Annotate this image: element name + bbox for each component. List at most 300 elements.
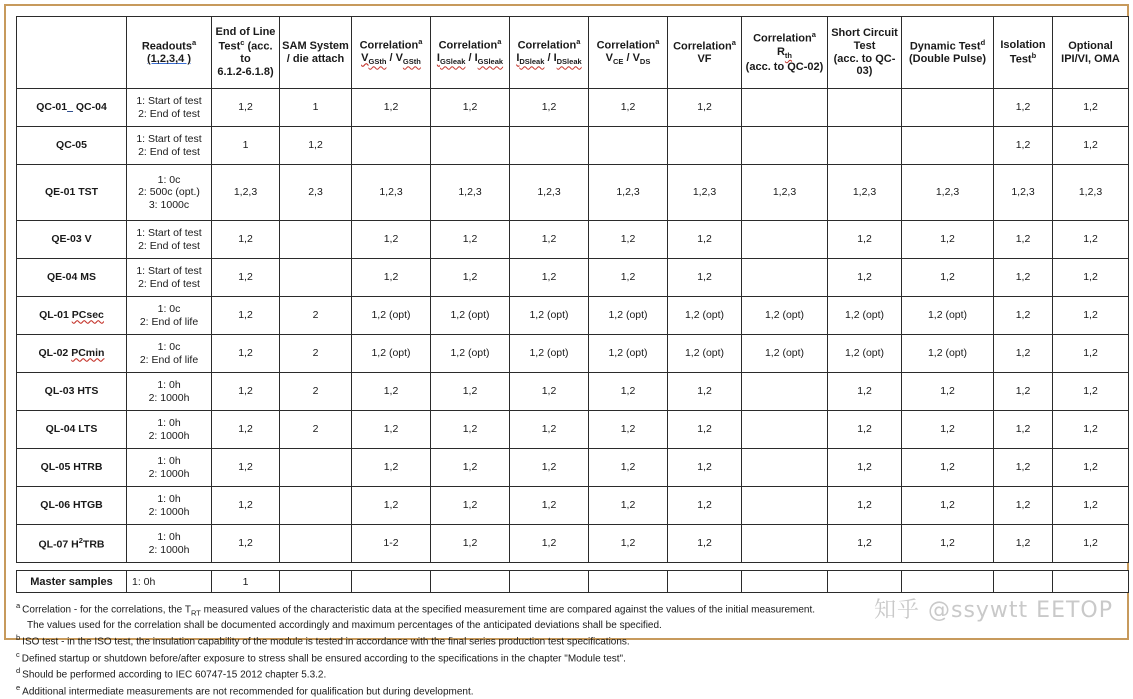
- header-corr-rth-sub: th: [784, 51, 793, 60]
- data-cell: 1,2: [1053, 411, 1129, 449]
- data-cell: 1,2: [994, 89, 1053, 127]
- data-cell: [280, 525, 352, 563]
- header-eol-line1: End of Line: [215, 25, 276, 38]
- master-samples-cell: [1053, 571, 1129, 593]
- readout-line: 1: Start of test: [136, 95, 202, 108]
- data-cell: 1,2: [994, 221, 1053, 259]
- data-cell: [510, 127, 589, 165]
- row-readouts: [127, 297, 212, 335]
- master-samples-cell: [902, 571, 994, 593]
- header-corr-idsleak-sym2: I: [553, 52, 557, 65]
- data-cell: 1,2,3: [589, 165, 668, 221]
- table-row: [17, 89, 1129, 127]
- data-cell: 1,2: [994, 525, 1053, 563]
- data-cell: [742, 411, 828, 449]
- data-cell: [828, 127, 902, 165]
- data-cell: 1,2: [431, 525, 510, 563]
- data-cell: 1,2,3: [431, 165, 510, 221]
- readout-line: 2: 500c (opt.): [138, 186, 200, 199]
- data-cell: [742, 487, 828, 525]
- readout-line: 2: End of life: [139, 353, 199, 366]
- header-corr-igsleak-marker: a: [497, 36, 502, 46]
- data-cell: 1,2: [1053, 297, 1129, 335]
- data-cell: 1,2: [510, 373, 589, 411]
- row-label-ql-03-hts: QL-03 HTS: [17, 373, 127, 411]
- master-samples-cell: [510, 571, 589, 593]
- data-cell: 1,2: [589, 525, 668, 563]
- readout-line: 1: Start of test: [136, 133, 202, 146]
- header-corr-vgsth-sep: /: [386, 52, 396, 65]
- data-cell: [902, 89, 994, 127]
- data-cell: [742, 525, 828, 563]
- footnote: [16, 666, 1121, 683]
- readout-line: 1: 0h: [157, 455, 181, 468]
- master-samples-cell: [431, 571, 510, 593]
- header-corr-vf-line1: Correlation: [673, 40, 732, 53]
- row-label-ql-06-htgb: QL-06 HTGB: [17, 487, 127, 525]
- data-cell: 1,2,3: [1053, 165, 1129, 221]
- data-cell: [280, 449, 352, 487]
- data-cell: 1,2 (opt): [828, 335, 902, 373]
- header-sc-line2: Test: [853, 39, 876, 52]
- data-cell: 1,2 (opt): [352, 335, 431, 373]
- row-label-qe-03-v: QE-03 V: [17, 221, 127, 259]
- data-cell: 1,2: [510, 487, 589, 525]
- data-cell: 1,2: [1053, 221, 1129, 259]
- header-corr-rth-line1: Correlation: [753, 32, 812, 45]
- data-cell: 1,2 (opt): [352, 297, 431, 335]
- table-row: [17, 335, 1129, 373]
- master-samples-label: Master samples: [17, 571, 127, 593]
- qualification-test-matrix: [16, 16, 1129, 563]
- table-row: [17, 525, 1129, 563]
- data-cell: 1,2: [589, 487, 668, 525]
- footnote-text-tail: measured values of the characteristic data at the specified measurement time are compared against the values of the initial measurement.: [200, 604, 816, 616]
- data-cell: 1: [212, 127, 280, 165]
- header-sam-line2: / die attach: [286, 52, 345, 65]
- master-samples-cell: [994, 571, 1053, 593]
- header-corr-vce-sym2: V: [632, 52, 640, 65]
- data-cell: 1,2 (opt): [431, 335, 510, 373]
- header-corr-igsleak-sym1: I: [436, 52, 440, 65]
- row-readouts: [127, 411, 212, 449]
- table-row: [17, 411, 1129, 449]
- data-cell: 1,2: [668, 411, 742, 449]
- footnote-marker: c: [16, 649, 20, 659]
- data-cell: 1,2: [1053, 89, 1129, 127]
- data-cell: 1,2: [589, 411, 668, 449]
- header-eol-line4: 6.1.2-6.1.8): [217, 66, 274, 79]
- row-readouts: [127, 89, 212, 127]
- row-label-qe-01-tst: QE-01 TST: [17, 165, 127, 221]
- data-cell: 1,2: [510, 411, 589, 449]
- data-cell: 1,2: [994, 373, 1053, 411]
- header-eol-line2: Test: [218, 40, 241, 53]
- header-correlation-vgsth: [352, 17, 431, 89]
- data-cell: 1,2: [212, 525, 280, 563]
- data-cell: 1,2: [994, 259, 1053, 297]
- header-dyn-line1: Dynamic Test: [909, 40, 981, 53]
- data-cell: 1,2 (opt): [828, 297, 902, 335]
- data-cell: 1,2: [902, 373, 994, 411]
- data-cell: [668, 127, 742, 165]
- header-corr-idsleak-sym1: I: [516, 52, 520, 65]
- data-cell: [280, 221, 352, 259]
- data-cell: 1,2: [352, 449, 431, 487]
- data-cell: 1,2: [994, 127, 1053, 165]
- row-readouts: [127, 259, 212, 297]
- data-cell: [352, 127, 431, 165]
- master-samples-cell: [668, 571, 742, 593]
- data-cell: 1,2: [1053, 127, 1129, 165]
- data-cell: 1,2: [352, 487, 431, 525]
- header-eol-marker: c: [240, 37, 245, 47]
- data-cell: 1,2: [1053, 373, 1129, 411]
- data-cell: [431, 127, 510, 165]
- data-cell: 1,2: [1053, 525, 1129, 563]
- data-cell: 1: [280, 89, 352, 127]
- row-label-qc-05: QC-05: [17, 127, 127, 165]
- readout-line: 2: End of test: [138, 277, 200, 290]
- data-cell: 1,2: [902, 487, 994, 525]
- header-corr-idsleak-sub1: DSleak: [519, 57, 545, 67]
- header-corr-rth-sym: R: [776, 45, 785, 58]
- table-row: [17, 297, 1129, 335]
- header-corr-idsleak-sep: /: [544, 52, 554, 65]
- data-cell: 1,2: [212, 335, 280, 373]
- header-corr-vgsth-sub1: GSth: [368, 57, 387, 67]
- master-samples-cell: [352, 571, 431, 593]
- data-cell: 1,2: [589, 373, 668, 411]
- header-iso-marker: b: [1031, 50, 1037, 60]
- footnote-text: Should be performed according to IEC 60747-15 2012 chapter 5.3.2.: [22, 669, 327, 681]
- table-row: [17, 127, 1129, 165]
- header-corr-igsleak-line1: Correlation: [438, 39, 498, 52]
- master-samples-readouts: 1: 0h: [127, 571, 212, 593]
- header-corr-igsleak-sym2: I: [474, 52, 478, 65]
- header-correlation-rth: [742, 17, 828, 89]
- header-correlation-vf: [668, 17, 742, 89]
- table-row: [17, 449, 1129, 487]
- data-cell: 1,2,3: [212, 165, 280, 221]
- data-cell: 1,2: [828, 449, 902, 487]
- data-cell: [742, 221, 828, 259]
- row-readouts: [127, 487, 212, 525]
- data-cell: 1,2: [1053, 335, 1129, 373]
- readout-line: 1: 0h: [157, 531, 181, 544]
- header-end-of-line-test: [212, 17, 280, 89]
- row-readouts: [127, 373, 212, 411]
- data-cell: [280, 259, 352, 297]
- header-dyn-line2: (Double Pulse): [908, 53, 986, 66]
- data-cell: 1,2: [212, 89, 280, 127]
- data-cell: [742, 449, 828, 487]
- header-dyn-marker: d: [980, 37, 986, 47]
- page-frame: [4, 4, 1129, 698]
- header-corr-idsleak-marker: a: [576, 36, 581, 46]
- table-row: [17, 373, 1129, 411]
- data-cell: 1,2,3: [742, 165, 828, 221]
- header-corr-vce-marker: a: [655, 36, 660, 46]
- table-row: [17, 165, 1129, 221]
- readout-line: 1: Start of test: [136, 265, 202, 278]
- data-cell: 1,2,3: [902, 165, 994, 221]
- header-sam-line1: SAM System: [282, 39, 349, 52]
- master-samples-cell: 1: [212, 571, 280, 593]
- readout-line: 2: 1000h: [148, 505, 190, 518]
- readout-line: 2: 1000h: [148, 467, 190, 480]
- data-cell: 1,2: [352, 89, 431, 127]
- row-label-ql-01-pcsec: QL-01 PCsec: [17, 297, 127, 335]
- data-cell: 1,2 (opt): [589, 297, 668, 335]
- data-cell: 1,2: [589, 259, 668, 297]
- readout-line: 1: 0c: [157, 173, 181, 186]
- data-cell: 1,2: [668, 487, 742, 525]
- table-header-row: [17, 17, 1129, 89]
- row-readouts: [127, 525, 212, 563]
- data-cell: 1,2,3: [828, 165, 902, 221]
- footnote-text: ISO test - in the ISO test, the insulation capability of the module is tested in accordance with the final series production test specifications.: [22, 636, 630, 648]
- row-readouts: [127, 127, 212, 165]
- row-label-qe-04-ms: QE-04 MS: [17, 259, 127, 297]
- header-corr-vce-sub1: CE: [612, 57, 624, 67]
- data-cell: [589, 127, 668, 165]
- data-cell: 2: [280, 411, 352, 449]
- data-cell: 1,2: [828, 221, 902, 259]
- header-corr-vce-sep: /: [623, 52, 633, 65]
- data-cell: [280, 487, 352, 525]
- header-corr-vce-sub2: DS: [639, 57, 651, 67]
- readout-line: 1: 0h: [157, 379, 181, 392]
- data-cell: 1,2: [994, 449, 1053, 487]
- header-optional: [1053, 17, 1129, 89]
- header-sam-system: [280, 17, 352, 89]
- data-cell: 1,2: [994, 335, 1053, 373]
- row-label-qc-01-qc-04: QC-01_ QC-04: [17, 89, 127, 127]
- data-cell: 1,2: [828, 411, 902, 449]
- data-cell: [742, 373, 828, 411]
- row-readouts: [127, 221, 212, 259]
- header-corr-vgsth-sub2: GSth: [402, 57, 421, 67]
- header-corr-vgsth-sym2: V: [395, 52, 403, 65]
- readout-line: 1: 0h: [157, 493, 181, 506]
- readout-line: 2: 1000h: [148, 391, 190, 404]
- header-readouts: [127, 17, 212, 89]
- data-cell: 1,2: [828, 525, 902, 563]
- header-correlation-igsleak: [431, 17, 510, 89]
- data-cell: 1,2: [510, 221, 589, 259]
- data-cell: 1,2: [352, 373, 431, 411]
- row-readouts: [127, 165, 212, 221]
- data-cell: 1,2 (opt): [431, 297, 510, 335]
- header-corr-rth-marker: a: [811, 30, 816, 40]
- header-corr-vf-marker: a: [731, 37, 736, 47]
- data-cell: 1,2: [994, 411, 1053, 449]
- footnote: [16, 683, 1121, 699]
- row-label-ql-02-pcmin: QL-02 PCmin: [17, 335, 127, 373]
- row-readouts: [127, 335, 212, 373]
- footnote: [16, 633, 1121, 650]
- data-cell: 1,2 (opt): [742, 335, 828, 373]
- readout-line: 2: End of life: [139, 315, 199, 328]
- data-cell: 1,2: [1053, 259, 1129, 297]
- row-label-ql-04-lts: QL-04 LTS: [17, 411, 127, 449]
- data-cell: 1,2: [510, 449, 589, 487]
- readout-line: 3: 1000c: [148, 198, 190, 211]
- master-samples-cell: [828, 571, 902, 593]
- data-cell: 2: [280, 297, 352, 335]
- data-cell: 1,2: [212, 411, 280, 449]
- data-cell: 1,2,3: [994, 165, 1053, 221]
- readout-line: 1: Start of test: [136, 227, 202, 240]
- data-cell: [742, 259, 828, 297]
- data-cell: 1,2: [510, 89, 589, 127]
- row-readouts: [127, 449, 212, 487]
- data-cell: 1,2 (opt): [589, 335, 668, 373]
- data-cell: 1,2 (opt): [902, 297, 994, 335]
- header-corr-igsleak-sep: /: [465, 52, 475, 65]
- header-corr-rth-line3: (acc. to QC-02): [745, 60, 824, 73]
- footnote: [16, 650, 1121, 667]
- data-cell: 1,2: [212, 373, 280, 411]
- header-opt-line2: IPI/VI, OMA: [1061, 52, 1120, 65]
- header-dynamic-test: [902, 17, 994, 89]
- data-cell: 1,2: [212, 259, 280, 297]
- data-cell: 1,2 (opt): [668, 297, 742, 335]
- master-samples-cell: [589, 571, 668, 593]
- data-cell: 1,2,3: [510, 165, 589, 221]
- footnote-marker: e: [16, 682, 21, 692]
- data-cell: 1,2: [589, 449, 668, 487]
- data-cell: [902, 127, 994, 165]
- data-cell: [828, 89, 902, 127]
- header-corr-igsleak-sub2: GSleak: [477, 57, 504, 67]
- header-test-column: [17, 17, 127, 89]
- data-cell: 1,2: [668, 89, 742, 127]
- data-cell: 1,2: [589, 221, 668, 259]
- data-cell: 1,2: [431, 487, 510, 525]
- data-cell: 1,2: [668, 221, 742, 259]
- data-cell: 1,2: [280, 127, 352, 165]
- table-row: [17, 221, 1129, 259]
- footnote-marker: b: [16, 633, 21, 643]
- master-samples-body: [17, 571, 1129, 593]
- data-cell: 1,2: [668, 373, 742, 411]
- header-readouts-marker: a: [191, 37, 197, 47]
- data-cell: 1,2: [902, 259, 994, 297]
- data-cell: 1,2: [212, 221, 280, 259]
- data-cell: 1,2 (opt): [742, 297, 828, 335]
- data-cell: 1,2: [212, 487, 280, 525]
- table-row: [17, 259, 1129, 297]
- header-iso-line2: Test: [1009, 53, 1032, 66]
- data-cell: 1,2 (opt): [902, 335, 994, 373]
- data-cell: 1,2: [668, 449, 742, 487]
- data-cell: 1,2 (opt): [510, 335, 589, 373]
- footnote-text: The values used for the correlation shall be documented accordingly and maximum percentages of the anticipated deviations shall be specified.: [27, 619, 662, 631]
- header-opt-line1: Optional: [1068, 39, 1113, 52]
- table-row: [17, 487, 1129, 525]
- data-cell: 1,2: [510, 525, 589, 563]
- data-cell: 1,2: [668, 525, 742, 563]
- header-corr-igsleak-sub1: GSleak: [439, 57, 466, 67]
- header-corr-idsleak-line1: Correlation: [517, 39, 577, 52]
- watermark: 知乎 @ssywtt EETOP: [874, 598, 1113, 623]
- data-cell: 1,2: [828, 487, 902, 525]
- data-cell: 1,2: [352, 411, 431, 449]
- header-correlation-idsleak: [510, 17, 589, 89]
- header-short-circuit-test: [828, 17, 902, 89]
- data-cell: 2: [280, 335, 352, 373]
- data-cell: 1,2: [668, 259, 742, 297]
- data-cell: 1,2: [431, 221, 510, 259]
- header-readouts-line1: Readouts: [141, 40, 192, 53]
- readout-line: 1: 0c: [157, 341, 181, 354]
- data-cell: 1,2: [589, 89, 668, 127]
- readout-line: 2: End of test: [138, 239, 200, 252]
- header-iso-line1: Isolation: [1000, 38, 1046, 51]
- readout-line: 2: 1000h: [148, 543, 190, 556]
- data-cell: 1,2: [828, 259, 902, 297]
- data-cell: 1,2: [212, 297, 280, 335]
- master-samples-row: [17, 571, 1129, 593]
- data-cell: 1,2 (opt): [510, 297, 589, 335]
- data-cell: 1,2: [1053, 487, 1129, 525]
- data-cell: 1,2: [902, 411, 994, 449]
- row-label-ql-05-htrb: QL-05 HTRB: [17, 449, 127, 487]
- header-eol-line3: (acc. to: [240, 40, 273, 66]
- header-correlation-vce-vds: [589, 17, 668, 89]
- readout-line: 1: 0c: [157, 303, 181, 316]
- data-cell: 1,2,3: [668, 165, 742, 221]
- data-cell: [742, 89, 828, 127]
- data-cell: 1,2: [902, 221, 994, 259]
- header-isolation-test: [994, 17, 1053, 89]
- data-cell: 1,2: [902, 449, 994, 487]
- data-cell: 1,2: [431, 449, 510, 487]
- footnote-text: Additional intermediate measurements are not recommended for qualification but during development.: [22, 686, 474, 698]
- header-corr-vce-sym1: V: [605, 52, 613, 65]
- readout-line: 2: End of test: [138, 145, 200, 158]
- readout-line: 2: End of test: [138, 107, 200, 120]
- row-label-ql-07-h-trb: QL-07 $H^2TRB$: [17, 525, 127, 563]
- header-readouts-line2: (1,2,3,4 ): [146, 53, 192, 66]
- data-cell: 1,2,3: [352, 165, 431, 221]
- data-cell: 1-2: [352, 525, 431, 563]
- footnote-marker: d: [16, 666, 21, 676]
- data-cell: 1,2: [994, 297, 1053, 335]
- data-cell: 2: [280, 373, 352, 411]
- table-body: [17, 89, 1129, 563]
- data-cell: 1,2: [994, 487, 1053, 525]
- master-samples-cell: [280, 571, 352, 593]
- footnote-text: Correlation - for the correlations, the T: [22, 604, 191, 616]
- data-cell: 1,2: [431, 411, 510, 449]
- footnote-text: Defined startup or shutdown before/after exposure to stress shall be ensured according to the specifications in the chapter "Module test".: [21, 653, 626, 664]
- header-sc-line1: Short Circuit: [831, 26, 898, 39]
- header-corr-vgsth-line1: Correlation: [359, 39, 419, 52]
- header-corr-vce-line1: Correlation: [596, 39, 656, 52]
- master-samples-cell: [742, 571, 828, 593]
- footnote-subscript: RT: [190, 608, 201, 618]
- data-cell: 1,2: [352, 221, 431, 259]
- header-corr-vgsth-sym1: V: [361, 52, 369, 65]
- data-cell: 1,2: [431, 259, 510, 297]
- data-cell: 2,3: [280, 165, 352, 221]
- data-cell: 1,2: [828, 373, 902, 411]
- data-cell: 1,2: [1053, 449, 1129, 487]
- master-samples-table: [16, 570, 1129, 593]
